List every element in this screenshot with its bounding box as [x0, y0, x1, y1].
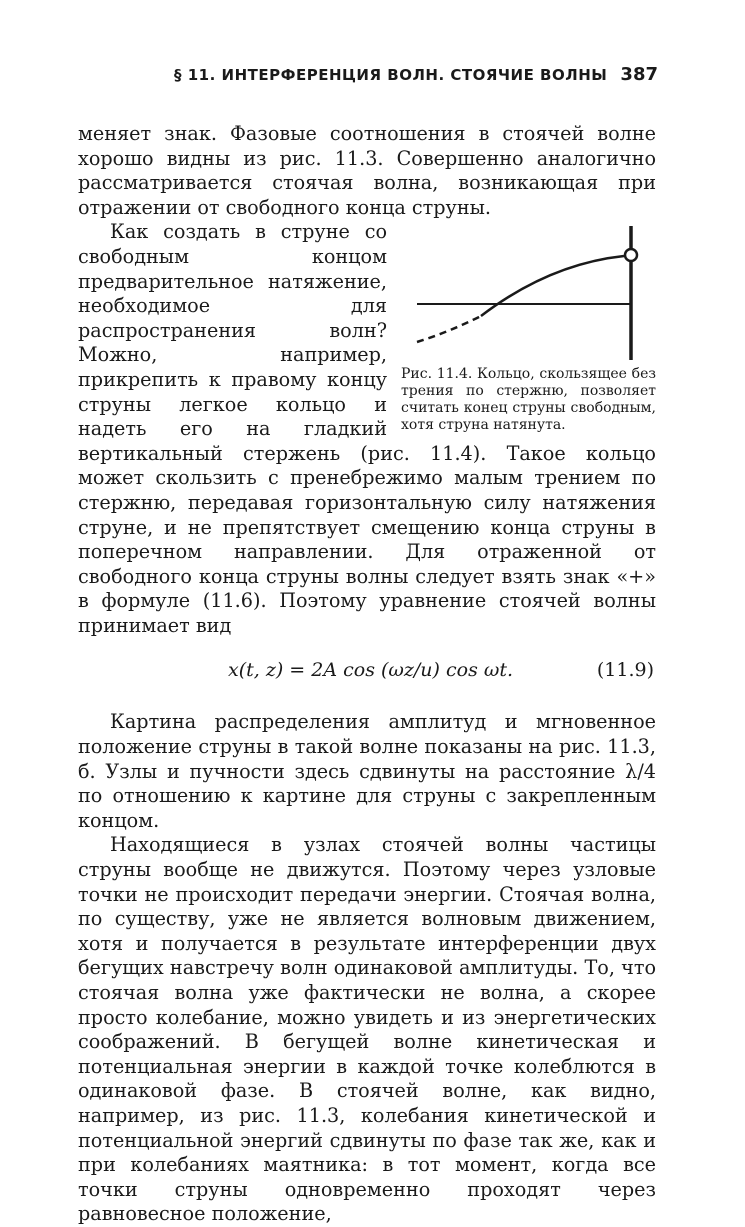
page-body — [78, 122, 656, 1227]
ring-on-rod-diagram — [409, 224, 641, 362]
equation-11-9 — [78, 642, 656, 702]
page-header — [78, 64, 658, 88]
ring-icon — [625, 249, 637, 261]
figure-caption: Рис. 11.4. Кольцо, скользящее без трения по стержню, позволяет считать конец струны свободным, хотя струна натянута. — [401, 366, 656, 434]
paragraph-1: меняет знак. Фазовые соотношения в стоячей волне хорошо видны из рис. 11.3. Совершенно аналогично рассматривается стоячая волна, возникающая при отражении от свободного конца струны. — [78, 122, 656, 219]
figure-11-4 — [401, 224, 656, 434]
page-number: 387 — [620, 64, 658, 85]
running-title: § 11. ИНТЕРФЕРЕНЦИЯ ВОЛН. СТОЯЧИЕ ВОЛНЫ — [174, 66, 608, 84]
equation-number: (11.9) — [596, 659, 654, 682]
string-curve — [481, 256, 624, 316]
string-dashed-continuation — [417, 316, 481, 342]
paragraph-2: Как создать в струне со свободным концом предварительное натяжение, необходимое для распространения волн? Можно, например, прикрепить к правому концу струны легкое кольцо и надеть его на гладкий вертикальный стержень (рис. 11.4). Такое кольцо может скользить с пренебрежимо малым трением по стержню, передавая горизонтальную силу натяжения струне, и не препятствует смещению конца струны в поперечном направлении. Для отраженной от свободного конца струны волны следует взять знак «+» в формуле (11.6). Поэтому уравнение стоячей волны принимает вид — [78, 220, 656, 637]
equation-formula: x(t, z) = 2A cos (ωz/u) cos ωt. — [228, 659, 514, 682]
paragraph-3: Картина распределения амплитуд и мгновенное положение струны в такой волне показаны на рис. 11.3, б. Узлы и пучности здесь сдвинуты на расстояние λ/4 по отношению к картине для струны с закрепленным концом. — [78, 710, 656, 832]
paragraph-4: Находящиеся в узлах стоячей волны частицы струны вообще не движутся. Поэтому через узловые точки не происходит передачи энергии. Стоячая волна, по существу, уже не является волновым движением, хотя и получается в результате интерференции двух бегущих навстречу волн одинаковой амплитуды. То, что стоячая волна уже фактически не волна, а скорее просто колебание, можно увидеть и из энергетических соображений. В бегущей волне кинетическая и потенциальная энергии в каждой точке колеблются в одинаковой фазе. В стоячей волне, как видно, например, из рис. 11.3, колебания кинетической и потенциальной энергий сдвинуты по фазе так же, как и при колебаниях маятника: в тот момент, когда все точки струны одновременно проходят через равновесное положение, — [78, 833, 656, 1226]
